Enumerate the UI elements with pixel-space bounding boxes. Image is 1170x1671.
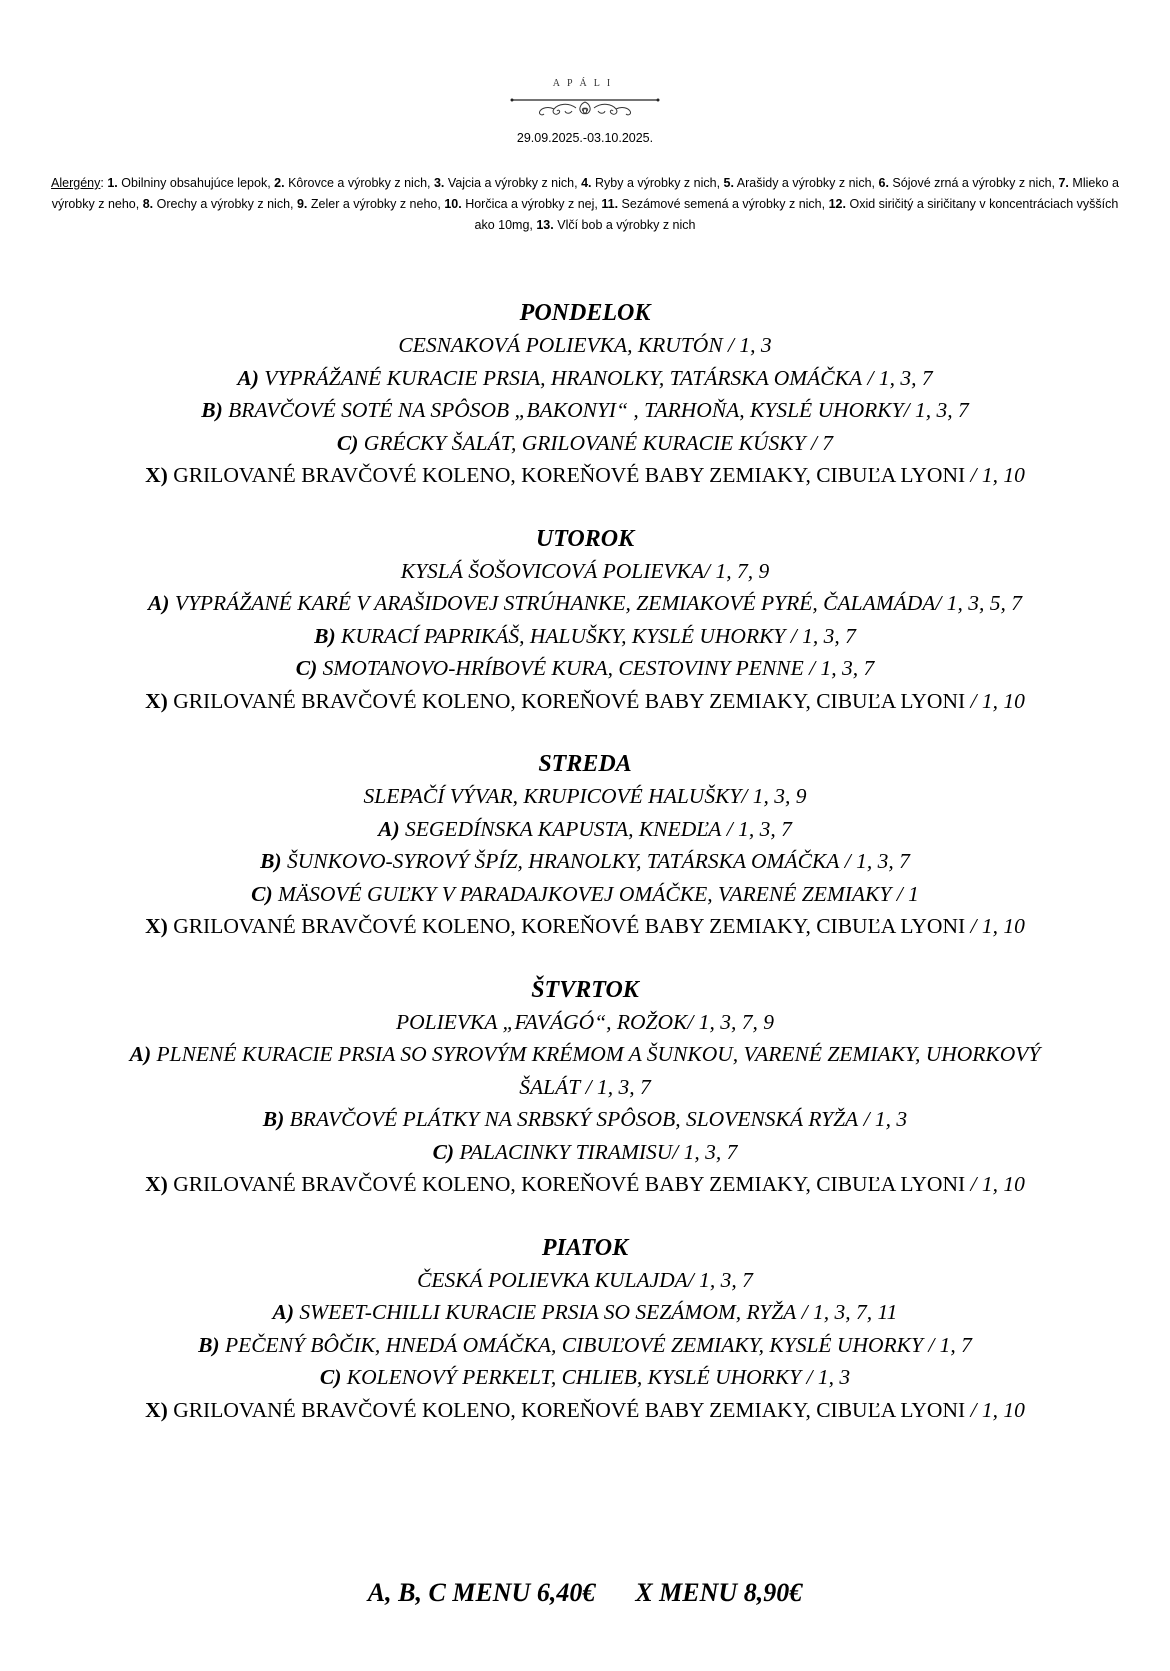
menu-item-x: X) GRILOVANÉ BRAVČOVÉ KOLENO, KOREŇOVÉ BABY ZEMIAKY, CIBUĽA LYONI / 1, 10: [145, 1172, 1025, 1196]
menu-item-soup: KYSLÁ ŠOŠOVICOVÁ POLIEVKA/ 1, 7, 9: [400, 558, 770, 583]
logo: [0, 78, 1170, 120]
menu-item-a: A) PLNENÉ KURACIE PRSIA SO SYROVÝM KRÉMOM A ŠUNKOU, VARENÉ ZEMIAKY, UHORKOVÝ ŠALÁT / 1, 3, 7: [129, 1042, 1041, 1099]
day-title: UTOROK: [535, 525, 635, 552]
allergen-item: 13. Vlčí bob a výrobky z nich: [536, 218, 696, 232]
price-abc-menu: A, B, C MENU 6,40€: [367, 1578, 596, 1607]
menu-item-soup: POLIEVKA „FAVÁGÓ“, ROŽOK/ 1, 3, 7, 9: [395, 1009, 774, 1034]
allergen-item: 9. Zeler a výrobky z neho,: [296, 197, 441, 211]
allergen-item: 10. Horčica a výrobky z nej,: [444, 197, 598, 211]
menu-item-b: B) BRAVČOVÉ SOTÉ NA SPÔSOB „BAKONYI“ , TARHOŇA, KYSLÉ UHORKY/ 1, 3, 7: [201, 398, 969, 422]
allergen-item: 3. Vajcia a výrobky z nich,: [433, 176, 578, 190]
allergens-label: Alergény: [51, 176, 101, 190]
day-wednesday: [30, 749, 1140, 943]
menu-item-c: C) SMOTANOVO-HRÍBOVÉ KURA, CESTOVINY PENNE / 1, 3, 7: [295, 656, 875, 680]
day-title: STREDA: [538, 751, 632, 777]
allergen-item: 12. Oxid siričitý a siričitany v koncentráciach vyšších ako 10mg,: [474, 197, 1119, 232]
menu-item-x: X) GRILOVANÉ BRAVČOVÉ KOLENO, KOREŇOVÉ BABY ZEMIAKY, CIBUĽA LYONI / 1, 10: [145, 688, 1025, 713]
day-friday: [30, 1233, 1140, 1427]
menu-item-soup: ČESKÁ POLIEVKA KULAJDA/ 1, 3, 7: [417, 1267, 753, 1292]
menu-item-b: B) BRAVČOVÉ PLÁTKY NA SRBSKÝ SPÔSOB, SLOVENSKÁ RYŽA / 1, 3: [262, 1107, 908, 1131]
price-x-menu: X MENU 8,90€: [635, 1578, 803, 1607]
menu-item-soup: CESNAKOVÁ POLIEVKA, KRUTÓN / 1, 3: [398, 333, 772, 357]
allergen-item: 6. Sójové zrná a výrobky z nich,: [878, 176, 1055, 190]
day-title: ŠTVRTOK: [531, 976, 639, 1003]
allergen-item: 4. Ryby a výrobky z nich,: [581, 176, 721, 190]
day-thursday: [30, 975, 1140, 1201]
date-range: 29.09.2025.-03.10.2025.: [516, 131, 654, 145]
menu-item-c: C) KOLENOVÝ PERKELT, CHLIEB, KYSLÉ UHORKY / 1, 3: [319, 1365, 851, 1389]
day-tuesday: [30, 524, 1140, 718]
menu-item-x: X) GRILOVANÉ BRAVČOVÉ KOLENO, KOREŇOVÉ BABY ZEMIAKY, CIBUĽA LYONI / 1, 10: [145, 463, 1025, 487]
menu-prices: [0, 1578, 1170, 1608]
menu-item-x: X) GRILOVANÉ BRAVČOVÉ KOLENO, KOREŇOVÉ BABY ZEMIAKY, CIBUĽA LYONI / 1, 10: [145, 914, 1025, 938]
menu-item-a: A) SWEET-CHILLI KURACIE PRSIA SO SEZÁMOM, RYŽA / 1, 3, 7, 11: [272, 1300, 898, 1324]
menu-item-a: A) VYPRÁŽANÉ KARÉ V ARAŠIDOVEJ STRÚHANKE, ZEMIAKOVÉ PYRÉ, ČALAMÁDA/ 1, 3, 5, 7: [147, 591, 1023, 615]
day-title: PIATOK: [541, 1234, 629, 1261]
menu-item-c: C) GRÉCKY ŠALÁT, GRILOVANÉ KURACIE KÚSKY / 7: [336, 430, 834, 455]
menu-item-b: B) ŠUNKOVO-SYROVÝ ŠPÍZ, HRANOLKY, TATÁRSKA OMÁČKA / 1, 3, 7: [260, 849, 910, 873]
allergen-item: 7. Mlieko a výrobky z neho,: [51, 176, 1119, 211]
allergen-item: 11. Sezámové semená a výrobky z nich,: [601, 197, 826, 211]
allergen-item: 1. Obilniny obsahujúce lepok,: [107, 176, 271, 190]
menu-item-c: C) MÄSOVÉ GUĽKY V PARADAJKOVEJ OMÁČKE, VARENÉ ZEMIAKY / 1: [251, 881, 919, 906]
day-monday: [30, 298, 1140, 492]
day-title: PONDELOK: [519, 300, 651, 326]
menu-item-soup: SLEPAČÍ VÝVAR, KRUPICOVÉ HALUŠKY/ 1, 3, 9: [363, 784, 807, 808]
ornament-icon: [510, 94, 660, 120]
allergen-item: 5. Arašidy a výrobky z nich,: [723, 176, 876, 190]
allergen-item: 2. Kôrovce a výrobky z nich,: [274, 176, 431, 190]
menu-item-b: B) KURACÍ PAPRIKÁŠ, HALUŠKY, KYSLÉ UHORKY / 1, 3, 7: [314, 623, 856, 648]
allergen-item: 8. Orechy a výrobky z nich,: [142, 197, 294, 211]
menu-item-a: A) VYPRÁŽANÉ KURACIE PRSIA, HRANOLKY, TATÁRSKA OMÁČKA / 1, 3, 7: [237, 365, 933, 390]
menu-item-a: A) SEGEDÍNSKA KAPUSTA, KNEDĽA / 1, 3, 7: [378, 816, 792, 841]
allergens-legend: Alergény: 1. Obilniny obsahujúce lepok, 2. Kôrovce a výrobky z nich, 3. Vajcia a výrobky z nich, 4. Ryby a výrobky z nich, 5. Arašidy a výrobky z nich, 6. Sójové zrná a výrobky z nich, 7. Mlieko a výrobky z neho, 8. Orechy a výrobky z nich, 9. Zeler a výrobky z neho, 10. Horčica a výrobky z nej, 11. Sezámové semená a výrobky z nich, 12. Oxid siričitý a siričitany v koncentráciach vyšších ako 10mg, 13. Vlčí bob a výrobky z nich: [51, 176, 1119, 232]
menu-item-x: X) GRILOVANÉ BRAVČOVÉ KOLENO, KOREŇOVÉ BABY ZEMIAKY, CIBUĽA LYONI / 1, 10: [145, 1397, 1025, 1422]
menu-item-b: B) PEČENÝ BÔČIK, HNEDÁ OMÁČKA, CIBUĽOVÉ ZEMIAKY, KYSLÉ UHORKY / 1, 7: [198, 1332, 972, 1357]
weekly-menu: [30, 298, 1140, 1458]
menu-item-c: C) PALACINKY TIRAMISU/ 1, 3, 7: [432, 1139, 738, 1164]
logo-text: APÁLI: [552, 78, 618, 89]
